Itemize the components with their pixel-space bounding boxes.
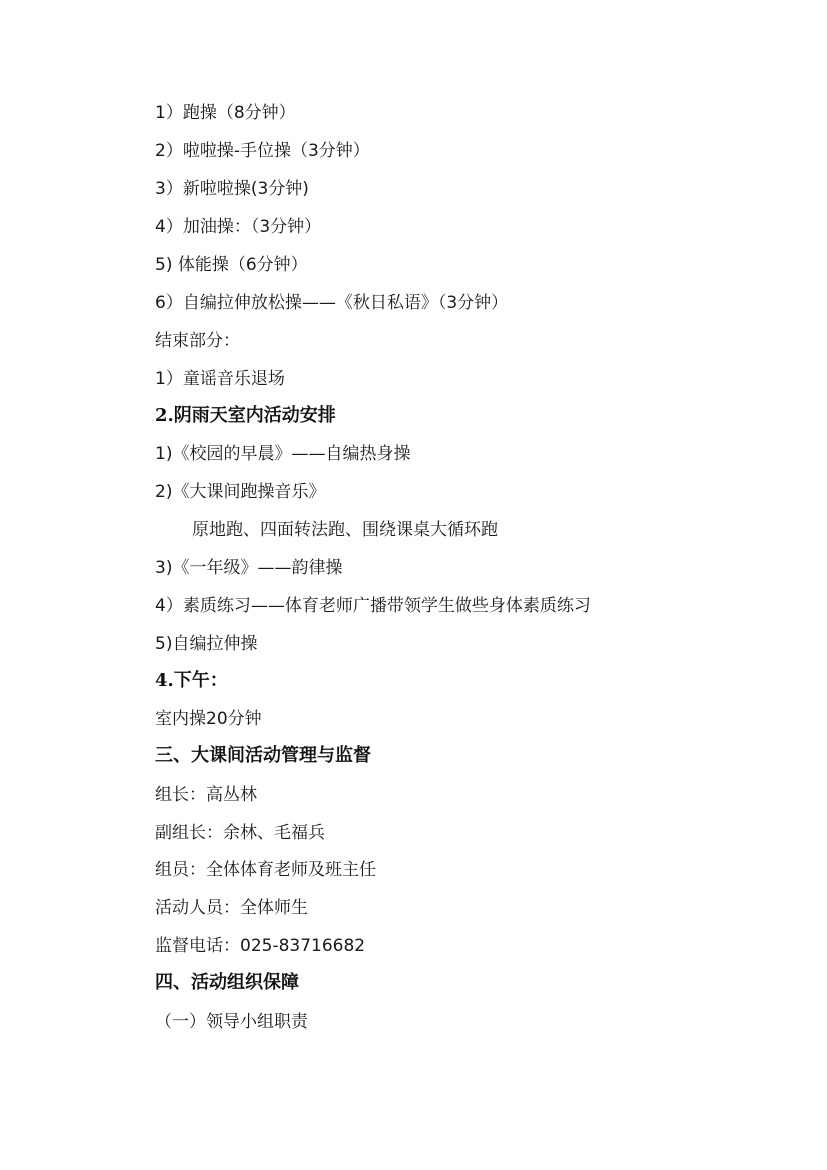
list-item-cheer-hand-exercise: 2）啦啦操-手位操（3分钟） — [155, 141, 370, 161]
list-item-rhythm-exercise: 3)《一年级》——韵律操 — [155, 558, 343, 578]
section-label-ending: 结束部分： — [155, 331, 240, 351]
subheading-leadership-duties: （一）领导小组职责 — [155, 1012, 308, 1032]
afternoon-indoor-exercise: 室内操20分钟 — [155, 709, 262, 729]
deputy-team-leader: 副组长：余林、毛福兵 — [155, 823, 325, 843]
run-music-detail: 原地跑、四面转法跑、围绕课桌大循环跑 — [192, 520, 498, 540]
heading-management-supervision: 三、大课间活动管理与监督 — [155, 745, 371, 766]
list-item-run-exercise: 1）跑操（8分钟） — [155, 103, 296, 123]
activity-participants: 活动人员：全体师生 — [155, 898, 308, 918]
supervision-phone: 监督电话：025-83716682 — [155, 936, 366, 956]
heading-afternoon: 4.下午： — [155, 670, 228, 691]
list-item-morning-warmup: 1)《校园的早晨》——自编热身操 — [155, 444, 411, 464]
team-members: 组员：全体体育老师及班主任 — [155, 860, 376, 880]
list-item-self-stretch: 5)自编拉伸操 — [155, 634, 258, 654]
team-leader: 组长：高丛林 — [155, 785, 257, 805]
list-item-cheer-up-exercise: 4）加油操：（3分钟） — [155, 217, 322, 237]
list-item-run-music: 2)《大课间跑操音乐》 — [155, 482, 326, 502]
list-item-fitness-exercise: 5) 体能操（6分钟） — [155, 255, 308, 275]
list-item-stretch-relax-exercise: 6）自编拉伸放松操——《秋日私语》（3分钟） — [155, 293, 509, 313]
heading-organization-guarantee: 四、活动组织保障 — [155, 972, 299, 993]
list-item-quality-practice: 4）素质练习——体育老师广播带领学生做些身体素质练习 — [155, 596, 591, 616]
list-item-new-cheer-exercise: 3）新啦啦操(3分钟) — [155, 179, 309, 199]
heading-rainy-day: 2.阴雨天室内活动安排 — [155, 405, 336, 426]
list-item-exit-music: 1）童谣音乐退场 — [155, 369, 285, 389]
